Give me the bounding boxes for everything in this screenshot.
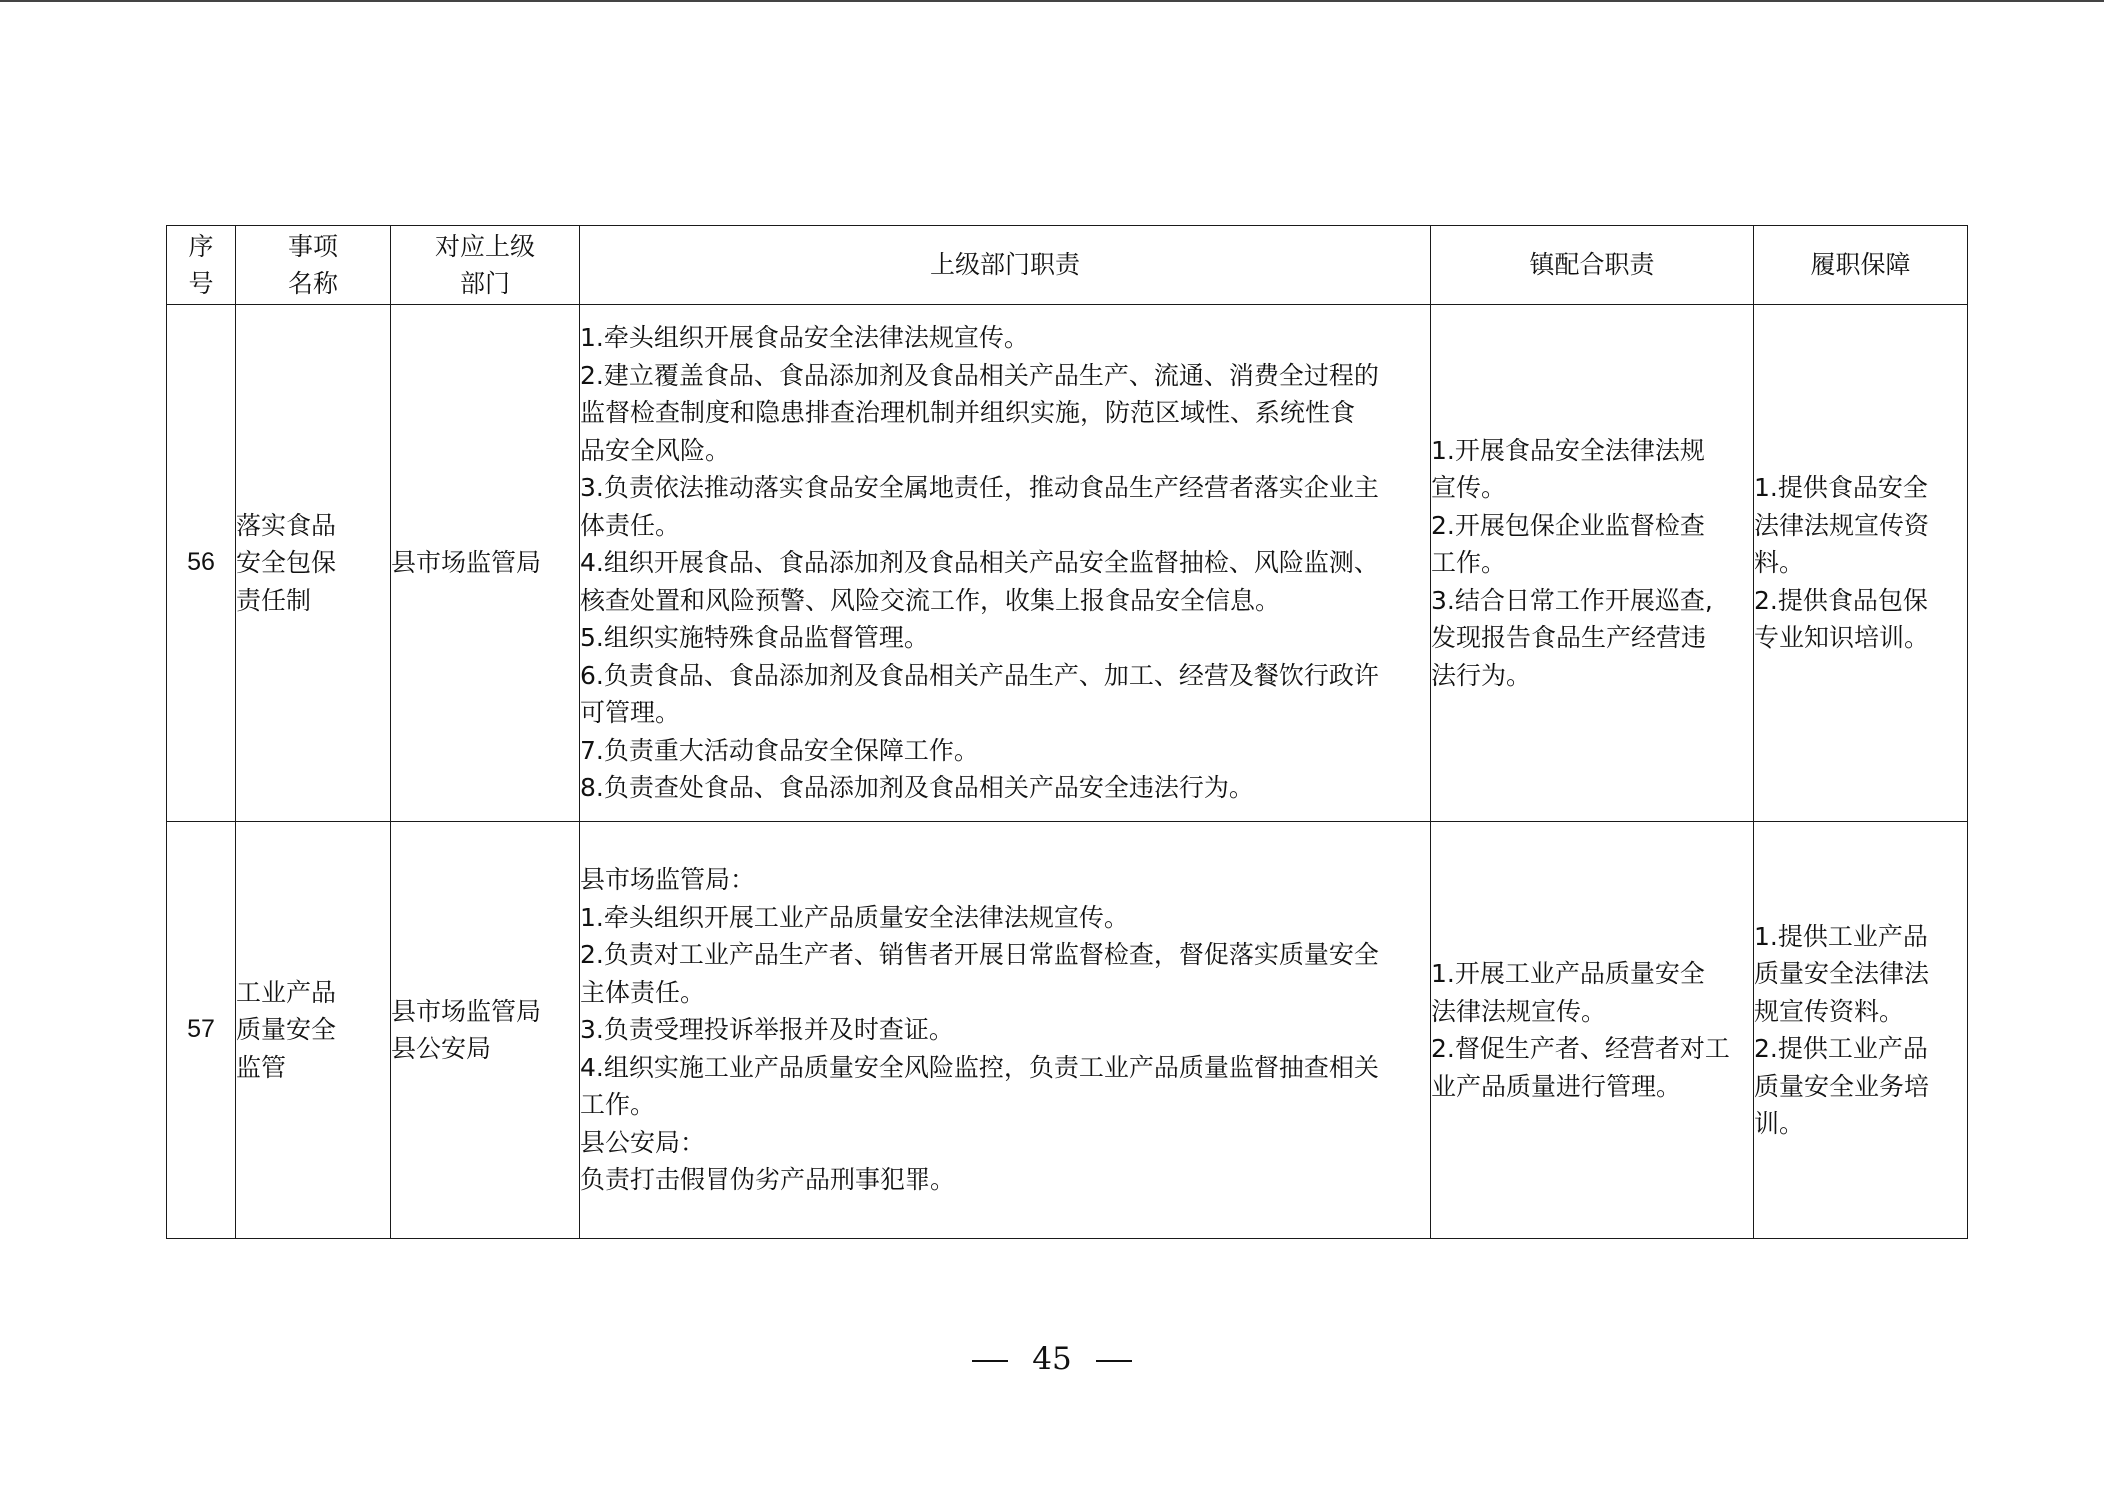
duty-line: 县公安局： bbox=[580, 1127, 706, 1157]
table-header-row bbox=[167, 226, 1968, 305]
town-duty-line: 3.结合日常工作开展巡查, bbox=[1431, 585, 1713, 615]
row-town-duties bbox=[1431, 822, 1754, 1239]
town-duty-line: 法行为。 bbox=[1431, 660, 1532, 690]
row-guarantee bbox=[1754, 305, 1968, 822]
duty-line: 体责任。 bbox=[580, 510, 681, 540]
item-name-line: 落实食品 bbox=[236, 510, 337, 540]
town-duty-line: 1.开展工业产品质量安全 bbox=[1431, 959, 1705, 988]
guarantee-line: 1.提供食品安全 bbox=[1754, 473, 1928, 503]
header-line: 号 bbox=[188, 269, 214, 298]
page-footer bbox=[0, 1339, 2104, 1379]
header-seq bbox=[167, 226, 236, 305]
header-line: 履职保障 bbox=[1810, 250, 1911, 280]
guarantee-line: 质量安全业务培 bbox=[1754, 1071, 1930, 1101]
header-upper-duties bbox=[580, 226, 1431, 305]
guarantee-line: 专业知识培训。 bbox=[1754, 623, 1930, 653]
guarantee-line: 2.提供工业产品 bbox=[1754, 1034, 1928, 1063]
header-item-name bbox=[236, 226, 391, 305]
duty-line: 6.负责食品、食品添加剂及食品相关产品生产、加工、经营及餐饮行政许 bbox=[580, 660, 1379, 690]
dept-line: 县市场监管局 bbox=[391, 996, 542, 1026]
header-line: 对应上级 bbox=[434, 231, 535, 261]
town-duty-line: 法律法规宣传。 bbox=[1431, 996, 1607, 1026]
footer-dash-right bbox=[1096, 1360, 1132, 1362]
duty-line: 3.负责受理投诉举报并及时查证。 bbox=[580, 1015, 954, 1045]
duty-line: 县市场监管局： bbox=[580, 865, 756, 895]
row-upper-dept bbox=[391, 305, 580, 822]
header-line: 序 bbox=[188, 231, 214, 261]
item-name-line: 工业产品 bbox=[236, 977, 337, 1007]
guarantee-line: 2.提供食品包保 bbox=[1754, 585, 1928, 615]
duty-line: 可管理。 bbox=[580, 698, 681, 728]
page-number: 45 bbox=[1032, 1341, 1072, 1377]
duty-line: 1.牵头组织开展食品安全法律法规宣传。 bbox=[580, 323, 1029, 353]
header-line: 名称 bbox=[287, 269, 338, 298]
header-line: 事项 bbox=[287, 231, 338, 261]
duty-line: 4.组织开展食品、食品添加剂及食品相关产品安全监督抽检、风险监测、 bbox=[580, 548, 1379, 578]
page-top-border bbox=[0, 0, 2104, 2]
duty-line: 核查处置和风险预警、风险交流工作，收集上报食品安全信息。 bbox=[580, 585, 1281, 615]
row-seq: 57 bbox=[167, 822, 236, 1239]
table-row bbox=[167, 822, 1968, 1239]
duty-line: 2.负责对工业产品生产者、销售者开展日常监督检查，督促落实质量安全 bbox=[580, 940, 1379, 970]
row-upper-duties bbox=[580, 305, 1431, 822]
town-duty-line: 2.督促生产者、经营者对工 bbox=[1431, 1034, 1730, 1063]
guarantee-line: 1.提供工业产品 bbox=[1754, 921, 1928, 951]
town-duty-line: 2.开展包保企业监督检查 bbox=[1431, 510, 1705, 540]
header-guarantee bbox=[1754, 226, 1968, 305]
dept-line: 县公安局 bbox=[391, 1034, 492, 1063]
duty-line: 8.负责查处食品、食品添加剂及食品相关产品安全违法行为。 bbox=[580, 773, 1254, 803]
duty-table bbox=[166, 225, 1968, 1239]
guarantee-line: 训。 bbox=[1754, 1109, 1805, 1138]
header-line: 部门 bbox=[459, 269, 510, 298]
town-duty-line: 1.开展食品安全法律法规 bbox=[1431, 435, 1705, 465]
duty-line: 监督检查制度和隐患排查治理机制并组织实施，防范区域性、系统性食 bbox=[580, 398, 1356, 428]
header-town-duties bbox=[1431, 226, 1754, 305]
town-duty-line: 工作。 bbox=[1431, 548, 1507, 578]
dept-line: 县市场监管局 bbox=[391, 548, 542, 578]
header-line: 上级部门职责 bbox=[929, 250, 1080, 280]
duty-line: 7.负责重大活动食品安全保障工作。 bbox=[580, 735, 979, 765]
duty-line: 5.组织实施特殊食品监督管理。 bbox=[580, 623, 929, 653]
town-duty-line: 业产品质量进行管理。 bbox=[1431, 1071, 1682, 1101]
item-name-line: 质量安全 bbox=[236, 1015, 337, 1045]
row-item-name bbox=[236, 305, 391, 822]
item-name-line: 责任制 bbox=[236, 585, 312, 615]
table-row bbox=[167, 305, 1968, 822]
header-upper-dept bbox=[391, 226, 580, 305]
guarantee-line: 法律法规宣传资 bbox=[1754, 510, 1930, 540]
row-guarantee bbox=[1754, 822, 1968, 1239]
row-town-duties bbox=[1431, 305, 1754, 822]
header-line: 镇配合职责 bbox=[1529, 250, 1655, 280]
duty-line: 工作。 bbox=[580, 1090, 656, 1120]
guarantee-line: 质量安全法律法 bbox=[1754, 959, 1930, 988]
duty-line: 1.牵头组织开展工业产品质量安全法律法规宣传。 bbox=[580, 902, 1129, 932]
row-upper-duties bbox=[580, 822, 1431, 1239]
duty-line: 主体责任。 bbox=[580, 977, 706, 1007]
row-upper-dept bbox=[391, 822, 580, 1239]
town-duty-line: 宣传。 bbox=[1431, 473, 1507, 503]
row-seq: 56 bbox=[167, 305, 236, 822]
duty-line: 4.组织实施工业产品质量安全风险监控，负责工业产品质量监督抽查相关 bbox=[580, 1052, 1379, 1082]
row-item-name bbox=[236, 822, 391, 1239]
duty-line: 2.建立覆盖食品、食品添加剂及食品相关产品生产、流通、消费全过程的 bbox=[580, 360, 1379, 390]
duty-line: 3.负责依法推动落实食品安全属地责任，推动食品生产经营者落实企业主 bbox=[580, 473, 1379, 503]
footer-dash-left bbox=[972, 1360, 1008, 1362]
item-name-line: 监管 bbox=[236, 1052, 287, 1082]
guarantee-line: 料。 bbox=[1754, 548, 1805, 578]
duty-line: 负责打击假冒伪劣产品刑事犯罪。 bbox=[580, 1165, 956, 1195]
town-duty-line: 发现报告食品生产经营违 bbox=[1431, 623, 1707, 653]
duty-line: 品安全风险。 bbox=[580, 435, 731, 465]
guarantee-line: 规宣传资料。 bbox=[1754, 996, 1905, 1026]
item-name-line: 安全包保 bbox=[236, 548, 337, 578]
